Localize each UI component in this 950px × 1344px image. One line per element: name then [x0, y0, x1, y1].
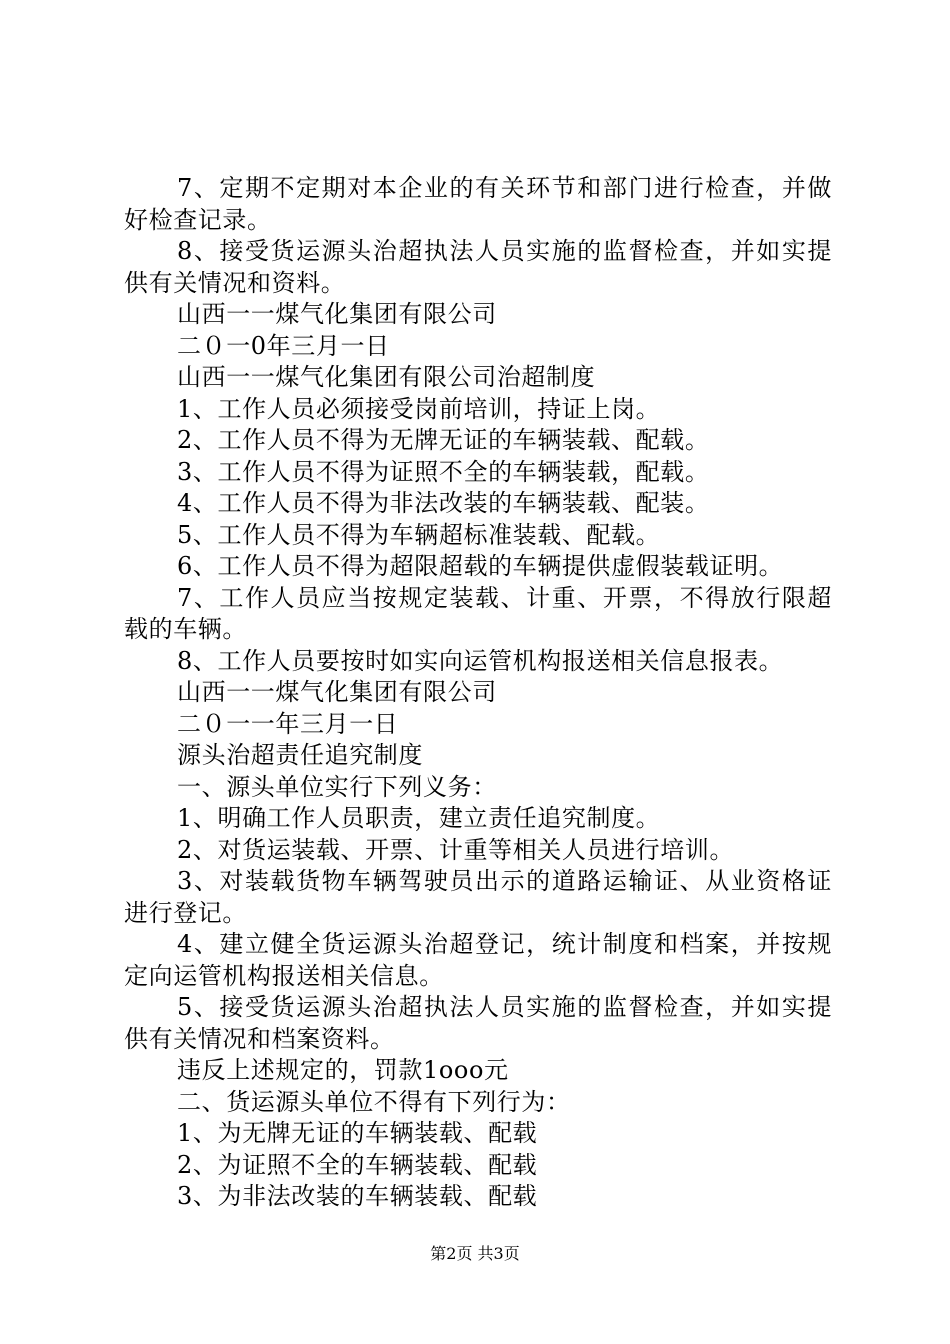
paragraph: 7、工作人员应当按规定装载、计重、开票，不得放行限超载的车辆。 [124, 583, 832, 643]
paragraph: 2、对货运装载、开票、计重等相关人员进行培训。 [177, 835, 735, 864]
document-body [124, 173, 832, 1213]
paragraph: 1、工作人员必须接受岗前培训，持证上岗。 [177, 394, 661, 423]
paragraph: 5、工作人员不得为车辆超标准装载、配载。 [177, 520, 661, 549]
paragraph: 4、建立健全货运源头治超登记，统计制度和档案，并按规定向运管机构报送相关信息。 [124, 930, 832, 990]
paragraph: 2、为证照不全的车辆装载、配载 [177, 1150, 538, 1179]
section-title: 源头治超责任追究制度 [177, 741, 423, 769]
subsection-heading: 二、货运源头单位不得有下列行为： [177, 1087, 571, 1116]
paragraph: 8、工作人员要按时如实向运管机构报送相关信息报表。 [177, 646, 784, 675]
company-signature: 山西一一煤气化集团有限公司 [177, 678, 497, 706]
company-signature: 山西一一煤气化集团有限公司 [177, 300, 497, 328]
paragraph: 3、工作人员不得为证照不全的车辆装载，配载。 [177, 457, 710, 486]
penalty-line: 违反上述规定的，罚款1ooo元 [177, 1056, 509, 1084]
page-number-label: 第2页 共3页 [430, 1244, 520, 1263]
paragraph: 3、为非法改装的车辆装载、配载 [177, 1182, 538, 1210]
paragraph: 1、为无牌无证的车辆装载、配载 [177, 1119, 538, 1147]
paragraph: 8、接受货运源头治超执法人员实施的监督检查，并如实提供有关情况和资料。 [124, 237, 832, 297]
paragraph: 5、接受货运源头治超执法人员实施的监督检查，并如实提供有关情况和档案资料。 [124, 993, 832, 1053]
paragraph: 7、定期不定期对本企业的有关环节和部门进行检查，并做好检查记录。 [124, 174, 832, 234]
paragraph: 3、对装载货物车辆驾驶员出示的道路运输证、从业资格证进行登记。 [124, 867, 832, 927]
page-footer [0, 1244, 950, 1264]
date-line: 二０一0年三月一日 [177, 331, 390, 360]
section-title: 山西一一煤气化集团有限公司治超制度 [177, 363, 596, 391]
paragraph: 4、工作人员不得为非法改装的车辆装载、配装。 [177, 489, 710, 517]
subsection-heading: 一、源头单位实行下列义务： [177, 772, 497, 801]
paragraph: 2、工作人员不得为无牌无证的车辆装载、配载。 [177, 426, 710, 454]
paragraph: 6、工作人员不得为超限超载的车辆提供虚假装载证明。 [177, 552, 784, 580]
date-line: 二０一一年三月一日 [177, 709, 399, 738]
paragraph: 1、明确工作人员职责，建立责任追究制度。 [177, 804, 661, 832]
